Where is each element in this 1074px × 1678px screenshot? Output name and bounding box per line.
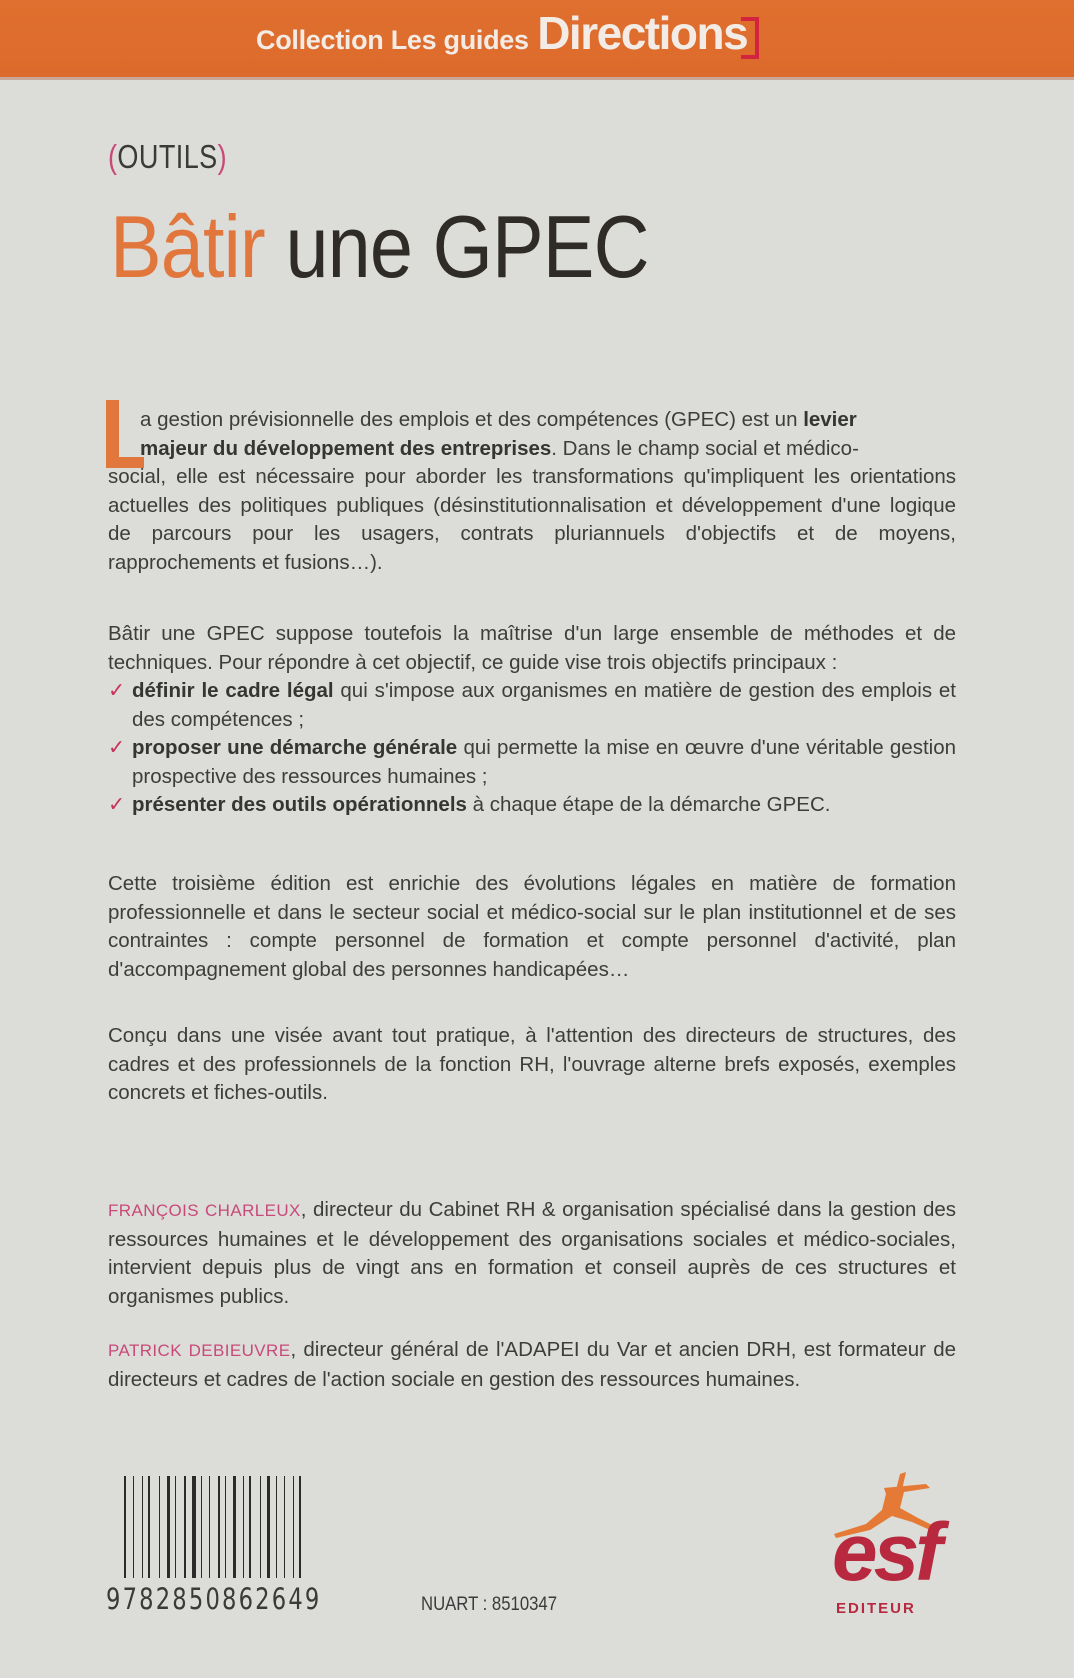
publisher-subtitle: EDITEUR xyxy=(836,1600,916,1617)
author-bio-text: , directeur général de l'ADAPEI du Var et ancien DRH, est formateur de directeurs et cadres de l'action sociale en gestion des ressources humaines. xyxy=(108,1338,956,1391)
check-icon: ✓ xyxy=(108,736,126,759)
intro-line-1 xyxy=(108,406,956,435)
intro-text: a gestion prévisionnelle des emplois et des compétences (GPEC) est un xyxy=(140,408,804,431)
author-name: PATRICK DEBIEUVRE xyxy=(108,1341,291,1360)
objective-item xyxy=(108,734,956,791)
intro-bold: levier xyxy=(803,408,857,431)
bracket-icon xyxy=(741,17,759,59)
brand-text: Directions xyxy=(537,7,748,59)
author-bio xyxy=(108,1336,956,1394)
collection-banner xyxy=(0,0,1074,80)
objective-text: qui s'impose aux organismes en matière de gestion des emplois et des compétences ; xyxy=(132,679,956,731)
objective-bold: présenter des outils opérationnels xyxy=(132,793,467,816)
intro-rest: social, elle est nécessaire pour aborder les transformations qu'impliquent les orientations actuelles des politiques publiques (désinstitutionnalisation et développement d'une logique de parcours pour les usagers, contrats pluriannuels d'objectifs et de moyens, rapprochements et fusions…). xyxy=(108,465,956,574)
author-bio-text: , directeur du Cabinet RH & organisation spécialisé dans la gestion des ressources humaines et le développement des organisations sociales et médico-sociales, intervient depuis plus de vingt ans en formation et conseil auprès de ces structures et organismes publics. xyxy=(108,1198,956,1308)
publisher-logo xyxy=(826,1470,966,1620)
book-title xyxy=(110,196,649,298)
objective-item xyxy=(108,677,956,734)
intro-line-2 xyxy=(108,435,956,464)
category-label xyxy=(108,138,227,176)
collection-label: Collection Les guides xyxy=(256,25,529,55)
collection-brand xyxy=(537,7,747,59)
author-bio xyxy=(108,1196,956,1311)
objective-text: à chaque étape de la démarche GPEC. xyxy=(466,793,831,816)
objective-item xyxy=(108,791,956,820)
check-icon: ✓ xyxy=(108,793,126,816)
isbn-number: 9782850862649 xyxy=(106,1582,322,1616)
title-accent: Bâtir xyxy=(110,197,265,296)
nuart-code: NUART : 8510347 xyxy=(421,1594,558,1615)
check-icon: ✓ xyxy=(108,679,126,702)
edition-paragraph: Cette troisième édition est enrichie des évolutions légales en matière de formation professionnelle et dans le secteur social et médico-social sur le plan institutionnel et de ses contraintes : compte personnel de formation et compte personnel d'activité, plan d'accompagnement global des personnes handicapées… xyxy=(108,872,956,981)
barcode-icon xyxy=(124,1476,346,1578)
objective-text: qui permette la mise en œuvre d'une véritable gestion prospective des ressources humaines ; xyxy=(132,736,956,788)
intro-paragraph xyxy=(108,406,956,577)
audience-paragraph: Conçu dans une visée avant tout pratique, à l'attention des directeurs de structures, des cadres et des professionnels de la fonction RH, l'ouvrage alterne brefs exposés, exemples concrets et fiches-outils. xyxy=(108,1024,956,1104)
intro-bold-2: majeur du développement des entreprises xyxy=(140,436,552,460)
objective-bold: proposer une démarche générale xyxy=(132,736,458,759)
collection-title xyxy=(256,6,747,60)
paren-close: ) xyxy=(217,138,228,175)
category-text: OUTILS xyxy=(117,138,218,175)
publisher-logo-text: esf xyxy=(832,1507,939,1598)
intro-text-2: . Dans le champ social et médico- xyxy=(551,436,859,460)
author-name: FRANÇOIS CHARLEUX xyxy=(108,1201,301,1220)
objectives-paragraph xyxy=(108,620,956,820)
title-rest: une GPEC xyxy=(264,197,649,296)
objectives-lead: Bâtir une GPEC suppose toutefois la maîtrise d'un large ensemble de méthodes et de techniques. Pour répondre à cet objectif, ce guide vise trois objectifs principaux : xyxy=(108,622,956,674)
paren-open: ( xyxy=(108,138,118,175)
objective-bold: définir le cadre légal xyxy=(132,679,334,702)
